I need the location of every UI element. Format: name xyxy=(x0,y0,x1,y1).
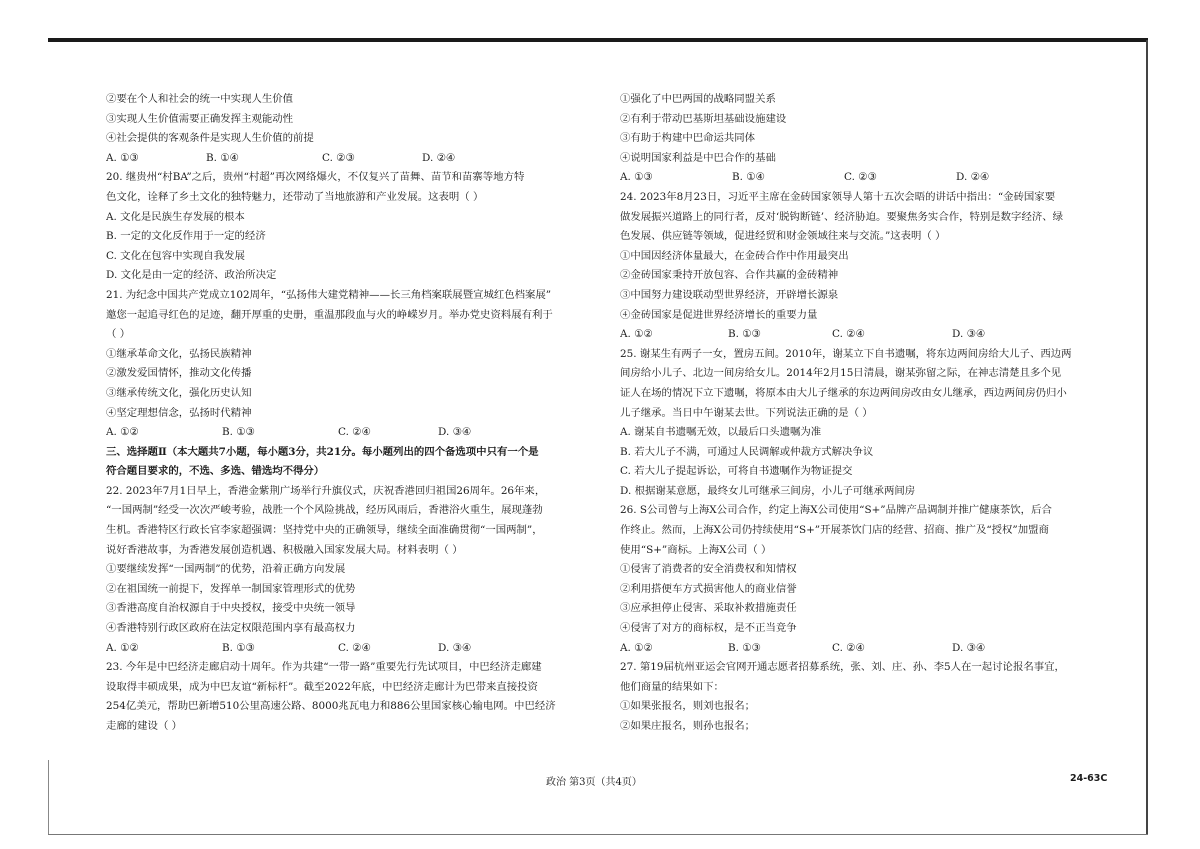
q20-option-c: C. 文化在包容中实现自我发展 xyxy=(106,249,245,262)
q24-option-c: C. ②④ xyxy=(832,328,865,341)
q21-stem-line-2: 邀您一起追寻红色的足迹，翻开厚重的史册，重温那段血与火的峥嵘岁月。举办党史资料展有利于 xyxy=(106,308,553,321)
q24-statement-3: ③中国努力建设联动型世界经济，开辟增长源泉 xyxy=(620,288,839,301)
q19-option-b: B. ①④ xyxy=(206,151,239,164)
q19-option-a: A. ①③ xyxy=(106,151,139,164)
q24-options xyxy=(620,325,1104,345)
right-column xyxy=(620,90,1104,737)
q19-option-d: D. ②④ xyxy=(422,151,456,164)
left-column xyxy=(106,90,586,737)
q26-option-c: C. ②④ xyxy=(832,641,865,654)
q20-stem-line-1: 20. 继贵州“村BA”之后，贵州“村超”再次网络爆火，不仅复兴了苗舞、苗节和苗寨等地方特 xyxy=(106,171,525,184)
q21-stem-line-1: 21. 为纪念中国共产党成立102周年，“弘扬伟大建党精神——长三角档案联展暨宣城红色档案展” xyxy=(106,288,552,301)
q26-option-a: A. ①② xyxy=(620,641,653,654)
q26-stem-line-3: 使用“S+”商标。上海X公司（ ） xyxy=(620,543,772,556)
q19-statement-3: ③实现人生价值需要正确发挥主观能动性 xyxy=(106,112,294,125)
q23-option-d: D. ②④ xyxy=(956,171,990,184)
section-heading-line-2: 符合题目要求的，不选、多选、错选均不得分） xyxy=(106,465,325,478)
q21-statement-2: ②激发爱国情怀，推动文化传播 xyxy=(106,367,252,380)
q26-option-b: B. ①③ xyxy=(728,641,761,654)
q23-statement-1: ①强化了中巴两国的战略同盟关系 xyxy=(620,93,776,105)
q23-statement-2: ②有利于带动巴基斯坦基础设施建设 xyxy=(620,112,787,125)
q23-option-b: B. ①④ xyxy=(732,171,765,184)
q22-statement-4: ④香港特别行政区政府在法定权限范围内享有最高权力 xyxy=(106,622,356,635)
q20-option-d: D. 文化是由一定的经济、政治所决定 xyxy=(106,269,277,282)
q26-options xyxy=(620,639,1104,659)
q24-stem-line-2: 做发展振兴道路上的同行者，反对‘脱钩断链’、经济胁迫。要聚焦务实合作，特别是数字经济、绿 xyxy=(620,210,1064,223)
q25-option-a: A. 谢某自书遗嘱无效，以最后口头遗嘱为准 xyxy=(620,426,822,439)
q26-statement-1: ①侵害了消费者的安全消费权和知情权 xyxy=(620,563,797,576)
q23-option-c: C. ②③ xyxy=(844,171,877,184)
q25-stem-line-3: 证人在场的情况下立下遗嘱，将原本由大儿子继承的东边两间房改由女儿继承，西边两间房仍归小 xyxy=(620,386,1067,399)
q23-statement-4: ④说明国家利益是中巴合作的基础 xyxy=(620,151,776,164)
q19-statement-2: ②要在个人和社会的统一中实现人生价值 xyxy=(106,93,294,105)
q21-stem-line-3: （ ） xyxy=(106,328,131,341)
right-border-rule xyxy=(1146,40,1148,835)
q26-stem-line-2: 作终止。然而，上海X公司仍持续使用“S+”开展茶饮门店的经营、招商、推广及“授权”加盟商 xyxy=(620,524,1049,537)
q26-option-d: D. ③④ xyxy=(952,641,986,654)
q22-statement-2: ②在祖国统一前提下，发挥单一制国家管理形式的优势 xyxy=(106,582,356,595)
q27-stem-line-1: 27. 第19届杭州亚运会官网开通志愿者招募系统，张、刘、庄、孙、李5人在一起讨论报名事宜， xyxy=(620,661,1065,674)
q24-stem-line-1: 24. 2023年8月23日，习近平主席在金砖国家领导人第十五次会晤的讲话中指出：“金砖国家要 xyxy=(620,190,1056,203)
q23-stem-line-2: 设取得丰硕成果，成为中巴友谊“新标杆”。截至2022年底，中巴经济走廊计为巴带来直接投资 xyxy=(106,680,538,693)
q24-stem-line-3: 色发展、供应链等领域，促进经贸和财金领域往来与交流。”这表明（ ） xyxy=(620,230,946,243)
exam-code: 24-63C xyxy=(1070,773,1108,784)
page-footer-label: 政治 第3页（共4页） xyxy=(546,777,642,788)
q22-stem-line-4: 说好香港故事，为香港发展创造机遇、积极融入国家发展大局。材料表明（ ） xyxy=(106,543,463,556)
q23-statement-3: ③有助于构建中巴命运共同体 xyxy=(620,132,756,145)
q22-statement-1: ①要继续发挥“一国两制”的优势，沿着正确方向发展 xyxy=(106,563,346,576)
q21-statement-3: ③继承传统文化，强化历史认知 xyxy=(106,386,252,399)
q21-options xyxy=(106,423,586,443)
q23-option-a: A. ①③ xyxy=(620,171,653,184)
q24-statement-2: ②金砖国家秉持开放包容、合作共赢的金砖精神 xyxy=(620,269,839,282)
q23-stem-line-1: 23. 今年是中巴经济走廊启动十周年。作为共建“一带一路”重要先行先试项目，中巴经济走廊建 xyxy=(106,661,542,674)
bottom-border-rule xyxy=(48,834,1148,835)
q26-statement-4: ④侵害了对方的商标权，是不正当竞争 xyxy=(620,622,797,635)
q25-option-c: C. 若大儿子提起诉讼，可将自书遗嘱作为物证提交 xyxy=(620,465,853,478)
q26-stem-line-1: 26. S公司曾与上海X公司合作，约定上海X公司使用“S+”品牌产品调制并推广健康茶饮，后合 xyxy=(620,504,1052,517)
q21-option-d: D. ③④ xyxy=(438,426,472,439)
q21-statement-4: ④坚定理想信念，弘扬时代精神 xyxy=(106,406,252,419)
left-edge-rule xyxy=(48,760,49,835)
q24-option-d: D. ③④ xyxy=(952,328,986,341)
top-border-rule xyxy=(48,38,1148,42)
q19-statement-4: ④社会提供的客观条件是实现人生价值的前提 xyxy=(106,132,314,145)
q22-stem-line-2: “一国两制”经受一次次严峻考验，战胜一个个风险挑战，经历风雨后，香港浴火重生，展现蓬勃 xyxy=(106,504,543,517)
q22-option-a: A. ①② xyxy=(106,641,139,654)
q25-stem-line-4: 儿子继承。当日中午谢某去世。下列说法正确的是（ ） xyxy=(620,406,873,419)
q23-options xyxy=(620,168,1104,188)
q24-statement-4: ④金砖国家是促进世界经济增长的重要力量 xyxy=(620,308,818,321)
q25-option-d: D. 根据谢某意愿，最终女儿可继承三间房，小儿子可继承两间房 xyxy=(620,484,916,497)
q25-stem-line-1: 25. 谢某生有两子一女，置房五间。2010年，谢某立下自书遗嘱，将东边两间房给大儿子、西边两 xyxy=(620,347,1072,360)
q27-stem-line-2: 他们商量的结果如下： xyxy=(620,680,724,693)
q25-stem-line-2: 间房给小儿子、北边一间房给女儿。2014年2月15日清晨，谢某弥留之际，在神志清楚且多个见 xyxy=(620,367,1062,380)
q23-stem-line-3: 254亿美元，帮助巴新增510公里高速公路、8000兆瓦电力和886公里国家核心输电网。中巴经济 xyxy=(106,700,556,713)
q24-option-b: B. ①③ xyxy=(728,328,761,341)
q22-statement-3: ③香港高度自治权源自于中央授权，接受中央统一领导 xyxy=(106,602,356,615)
q26-statement-2: ②利用搭便车方式损害他人的商业信誉 xyxy=(620,582,797,595)
q20-stem-line-2: 色文化，诠释了乡土文化的独特魅力，还带动了当地旅游和产业发展。这表明（ ） xyxy=(106,190,484,203)
q27-condition-1: ①如果张报名，则刘也报名； xyxy=(620,700,756,713)
q23-stem-line-4: 走廊的建设（ ） xyxy=(106,720,183,732)
q21-statement-1: ①继承革命文化，弘扬民族精神 xyxy=(106,347,252,360)
q24-option-a: A. ①② xyxy=(620,328,653,341)
q21-option-c: C. ②④ xyxy=(338,426,371,439)
q22-option-b: B. ①③ xyxy=(222,641,255,654)
q21-option-b: B. ①③ xyxy=(222,426,255,439)
q22-stem-line-3: 生机。香港特区行政长官李家超强调：坚持党中央的正确领导，继续全面准确贯彻“一国两制”， xyxy=(106,524,543,537)
q22-stem-line-1: 22. 2023年7月1日早上，香港金紫荆广场举行升旗仪式，庆祝香港回归祖国26周年。26年来， xyxy=(106,484,546,497)
q20-option-b: B. 一定的文化反作用于一定的经济 xyxy=(106,230,266,243)
q25-option-b: B. 若大儿子不满，可通过人民调解或仲裁方式解决争议 xyxy=(620,445,874,458)
section-heading-line-1: 三、选择题Ⅱ（本大题共7小题，每小题3分，共21分。每小题列出的四个备选项中只有一个是 xyxy=(106,445,539,458)
q21-option-a: A. ①② xyxy=(106,426,139,439)
q22-option-c: C. ②④ xyxy=(338,641,371,654)
q26-statement-3: ③应承担停止侵害、采取补救措施责任 xyxy=(620,602,797,615)
q22-options xyxy=(106,639,586,659)
q19-options xyxy=(106,149,586,169)
q27-condition-2: ②如果庄报名，则孙也报名； xyxy=(620,720,756,732)
q24-statement-1: ①中国因经济体量最大，在金砖合作中作用最突出 xyxy=(620,249,849,262)
q19-option-c: C. ②③ xyxy=(322,151,355,164)
q22-option-d: D. ③④ xyxy=(438,641,472,654)
q20-option-a: A. 文化是民族生存发展的根本 xyxy=(106,210,245,223)
